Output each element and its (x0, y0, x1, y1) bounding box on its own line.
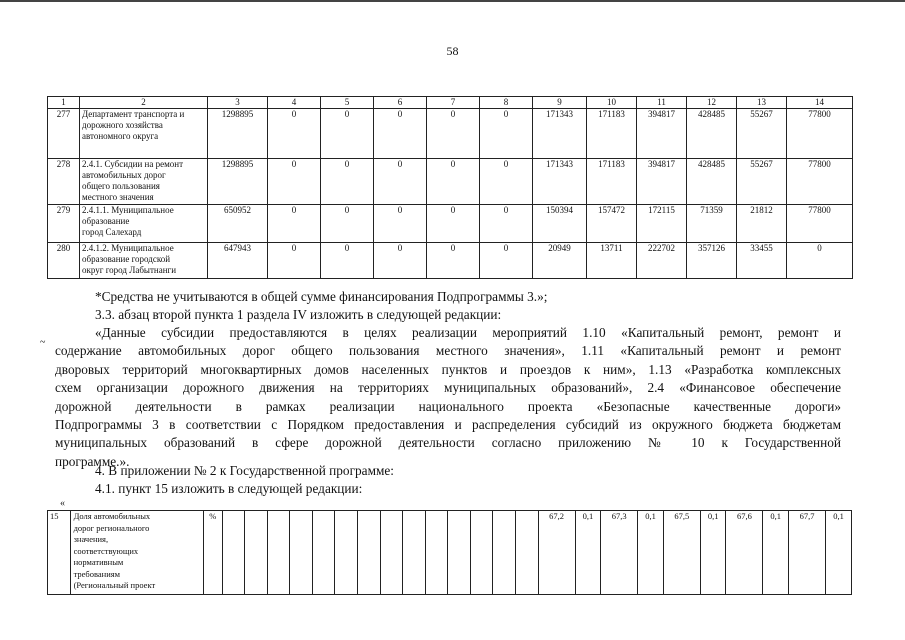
row-name (80, 159, 208, 205)
cell-value: 20949 (533, 243, 587, 279)
cell-value: 0 (480, 243, 533, 279)
row-number: 279 (48, 205, 80, 243)
empty-cell (380, 511, 403, 595)
page-top-edge (0, 0, 905, 2)
cell-value: 150394 (533, 205, 587, 243)
column-header: 8 (480, 97, 533, 109)
row-name (80, 109, 208, 159)
table-row (48, 159, 853, 205)
row-name-line: (Региональный проект (73, 580, 156, 590)
row-name-line: образование городской (82, 254, 171, 264)
empty-cell (290, 511, 313, 595)
row-number: 277 (48, 109, 80, 159)
row-name (80, 205, 208, 243)
paragraph-line: дворовых территорий многоквартирных домов населенных пунктов и проездов к ним», 1.13 «Разработка комплексных (55, 361, 841, 377)
table-row (48, 109, 853, 159)
column-header: 10 (587, 97, 637, 109)
column-header: 2 (80, 97, 208, 109)
column-header: 3 (208, 97, 268, 109)
row-name (80, 243, 208, 279)
cell-value: 0 (480, 159, 533, 205)
cell-value: 0,1 (826, 511, 852, 595)
page-number: 58 (446, 44, 459, 58)
row-name-line: автономного округа (82, 131, 159, 141)
column-header: 13 (737, 97, 787, 109)
empty-cell (312, 511, 335, 595)
row-number: 280 (48, 243, 80, 279)
cell-value: 647943 (208, 243, 268, 279)
cell-value: 1298895 (208, 159, 268, 205)
cell-value: 0 (427, 159, 480, 205)
cell-value: 0 (321, 205, 374, 243)
paragraph-line: дорожной деятельности в рамках реализации национального проекта «Безопасные качественные дороги» (55, 398, 841, 414)
row-name-line: значения, (73, 534, 109, 544)
cell-value: 67,7 (789, 511, 826, 595)
cell-value: 13711 (587, 243, 637, 279)
cell-value: 428485 (687, 109, 737, 159)
row-number: 278 (48, 159, 80, 205)
empty-cell (222, 511, 245, 595)
paragraph-line: содержание автомобильных дорог общего пользования местного значения», 1.11 «Капитальный ремонт и ремонт (55, 343, 841, 359)
margin-mark: ~ (40, 337, 46, 348)
cell-value: 0 (427, 205, 480, 243)
cell-value: 0 (374, 205, 427, 243)
item-4-text: 4. В приложении № 2 к Государственной программе: (95, 463, 395, 478)
row-name-line: Доля автомобильных (73, 511, 151, 521)
cell-value: 0 (321, 159, 374, 205)
cell-value: 0 (268, 109, 321, 159)
column-header: 6 (374, 97, 427, 109)
cell-value: 0 (480, 109, 533, 159)
unit-cell: % (204, 511, 222, 595)
cell-value: 0 (374, 243, 427, 279)
cell-value: 0 (374, 159, 427, 205)
row-number: 15 (48, 511, 71, 595)
cell-value: 21812 (737, 205, 787, 243)
row-name-line: 2.4.1. Субсидии на ремонт (82, 159, 184, 169)
opening-quote-mark: « (60, 498, 65, 509)
empty-cell (425, 511, 448, 595)
table-header-row (48, 97, 853, 109)
cell-value: 428485 (687, 159, 737, 205)
row-name-line: общего пользования (82, 181, 160, 191)
row-name-line: дорожного хозяйства (82, 120, 163, 130)
paragraph-line: муниципальных образований в сфере дорожной деятельности согласно приложению № 10 к Государственной (55, 435, 841, 451)
cell-value: 33455 (737, 243, 787, 279)
empty-cell (358, 511, 381, 595)
cell-value: 67,6 (726, 511, 763, 595)
cell-value: 0 (321, 109, 374, 159)
paragraph-line: программе.». (55, 453, 130, 469)
row-name-line: округ город Лабытнанги (82, 265, 177, 275)
cell-value: 0 (321, 243, 374, 279)
cell-value: 1298895 (208, 109, 268, 159)
column-header: 5 (321, 97, 374, 109)
cell-value: 55267 (737, 109, 787, 159)
cell-value: 171183 (587, 109, 637, 159)
cell-value: 0 (480, 205, 533, 243)
cell-value: 71359 (687, 205, 737, 243)
cell-value: 171343 (533, 109, 587, 159)
cell-value: 0 (268, 243, 321, 279)
table-row (48, 243, 853, 279)
cell-value: 157472 (587, 205, 637, 243)
row-name-line: местного значения (82, 192, 154, 202)
empty-cell (335, 511, 358, 595)
row-name-line: дорог регионального (73, 522, 150, 533)
cell-value: 650952 (208, 205, 268, 243)
cell-value: 171343 (533, 159, 587, 205)
empty-cell (493, 511, 516, 595)
column-header: 7 (427, 97, 480, 109)
table-row (48, 205, 853, 243)
row-name-line: нормативным (73, 557, 124, 567)
cell-value: 0,1 (700, 511, 726, 595)
cell-value: 77800 (787, 159, 853, 205)
empty-cell (448, 511, 471, 595)
empty-cell (516, 511, 539, 595)
indicator-table (47, 510, 852, 595)
cell-value: 0 (427, 243, 480, 279)
row-name-line: 2.4.1.2. Муниципальное (82, 243, 174, 253)
cell-value: 171183 (587, 159, 637, 205)
row-name-line: автомобильных дорог (82, 170, 166, 180)
empty-cell (403, 511, 426, 595)
row-name-line: соответствующих (73, 545, 139, 556)
row-name-line: город Салехард (82, 227, 142, 237)
row-name-line: 2.4.1.1. Муниципальное (82, 205, 174, 215)
paragraph-line: Подпрограммы 3 в соответствии с Порядком предоставления и распределения субсидий из окружного бюджета бюджетам (55, 417, 841, 432)
cell-value: 0 (787, 243, 853, 279)
cell-value: 357126 (687, 243, 737, 279)
empty-cell (245, 511, 268, 595)
row-name-line: требованиям (73, 568, 121, 579)
column-header: 11 (637, 97, 687, 109)
funding-table (47, 96, 853, 279)
cell-value: 0 (374, 109, 427, 159)
paragraph-line: «Данные субсидии предоставляются в целях реализации мероприятий 1.10 «Капитальный ремонт, ремонт и (95, 325, 841, 340)
cell-value: 0 (268, 159, 321, 205)
cell-value: 172115 (637, 205, 687, 243)
paragraph-line: схем организации дорожного движения на территориях муниципальных образований», 2.4 «Финансовое обеспечение (55, 380, 841, 396)
cell-value: 0,1 (575, 511, 601, 595)
cell-value: 0 (427, 109, 480, 159)
cell-value: 0,1 (638, 511, 664, 595)
cell-value: 0,1 (763, 511, 789, 595)
cell-value: 55267 (737, 159, 787, 205)
row-name-line: образование (82, 216, 130, 226)
empty-cell (470, 511, 493, 595)
cell-value: 67,3 (601, 511, 638, 595)
cell-value: 394817 (637, 109, 687, 159)
column-header: 12 (687, 97, 737, 109)
footnote-text: *Средства не учитываются в общей сумме финансирования Подпрограммы 3.»; (95, 289, 548, 304)
empty-cell (267, 511, 290, 595)
cell-value: 0 (268, 205, 321, 243)
cell-value: 222702 (637, 243, 687, 279)
cell-value: 67,2 (538, 511, 575, 595)
column-header: 14 (787, 97, 853, 109)
cell-value: 67,5 (663, 511, 700, 595)
cell-value: 77800 (787, 109, 853, 159)
table-row (48, 511, 852, 595)
row-name-line: Департамент транспорта и (82, 109, 185, 119)
column-header: 4 (268, 97, 321, 109)
row-name (70, 511, 203, 595)
column-header: 9 (533, 97, 587, 109)
column-header: 1 (48, 97, 80, 109)
cell-value: 394817 (637, 159, 687, 205)
item-4-1-text: 4.1. пункт 15 изложить в следующей редакции: (95, 481, 363, 496)
item-3-3-text: 3.3. абзац второй пункта 1 раздела IV изложить в следующей редакции: (95, 307, 502, 322)
cell-value: 77800 (787, 205, 853, 243)
